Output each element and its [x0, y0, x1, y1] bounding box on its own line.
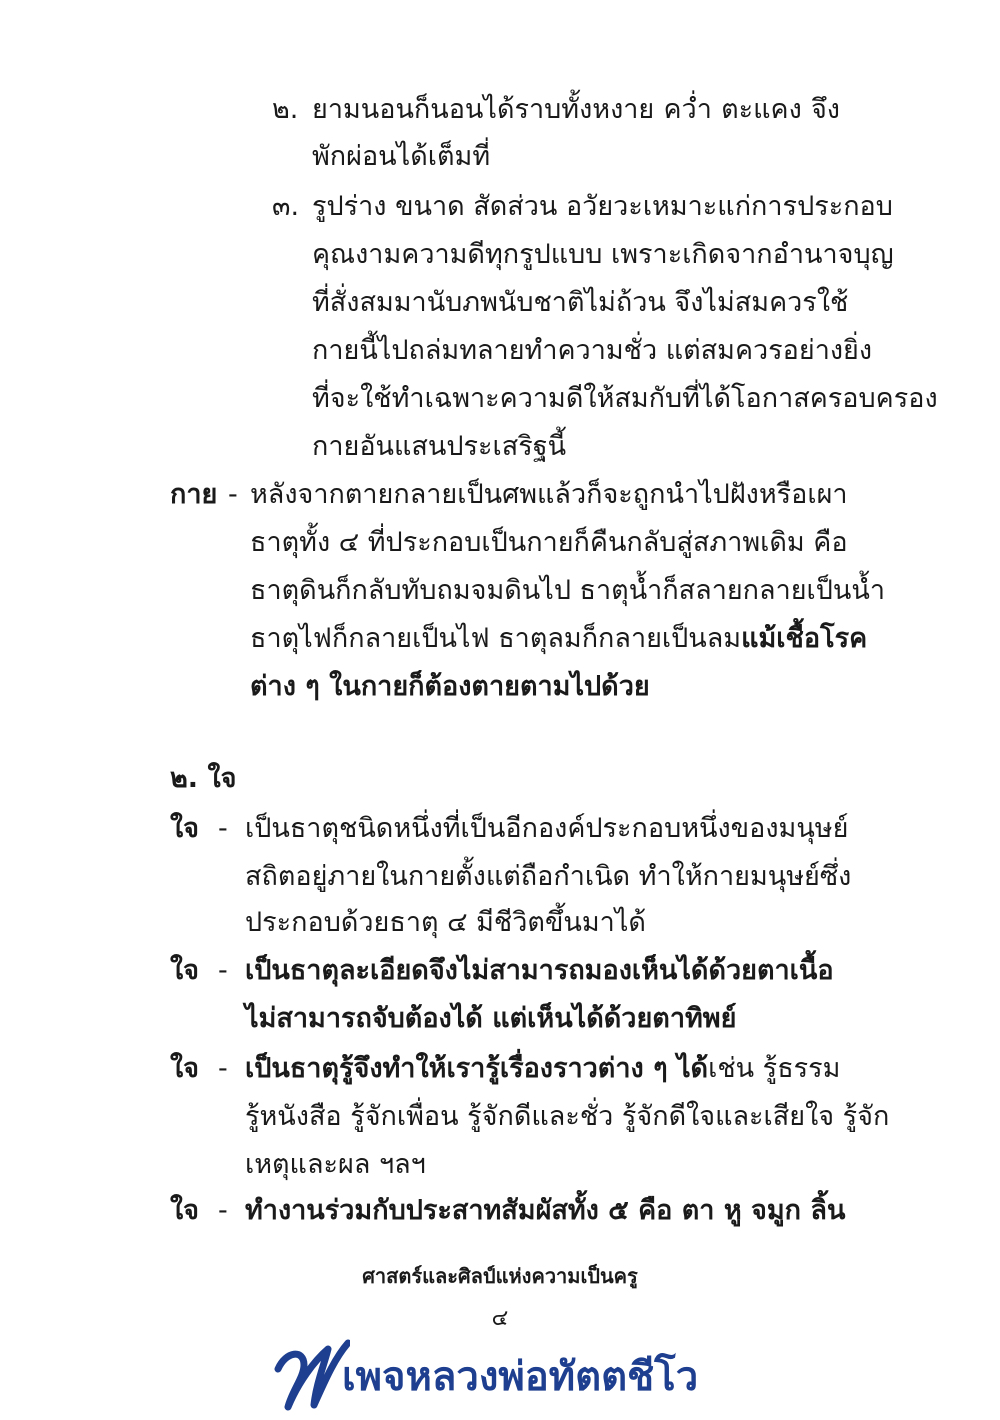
body-line: ประกอบด้วยธาตุ ๔ มีชีวิตขึ้นมาได้ [245, 907, 646, 938]
term-kai: กาย [170, 479, 218, 510]
body-line: รู้หนังสือ รู้จักเพื่อน รู้จักดีและชั่ว รู้จักดีใจและเสียใจ รู้จัก [245, 1101, 890, 1132]
brand-logo-icon [270, 1335, 350, 1415]
brand-text: เพจหลวงพ่อทัตตชีโว [342, 1354, 699, 1400]
body-line: ธาตุทั้ง ๔ ที่ประกอบเป็นกายก็คืนกลับสู่สภาพเดิม คือ [250, 527, 848, 558]
item-number: ๓. [272, 191, 300, 222]
term-jai: ใจ [170, 813, 200, 844]
emphasis-line: เป็นธาตุละเอียดจึงไม่สามารถมองเห็นได้ด้วยตาเนื้อ [245, 955, 834, 986]
term-jai: ใจ [170, 955, 200, 986]
body-line: สถิตอยู่ภายในกายตั้งแต่ถือกำเนิด ทำให้กายมนุษย์ซึ่ง [245, 861, 852, 892]
body-line: เหตุและผล ฯลฯ [245, 1149, 426, 1180]
term-dash: - [218, 813, 228, 844]
body-line: คุณงามความดีทุกรูปแบบ เพราะเกิดจากอำนาจบุญ [312, 239, 894, 270]
page-number: ๔ [491, 1306, 509, 1331]
body-line: เป็นธาตุชนิดหนึ่งที่เป็นอีกองค์ประกอบหนึ่งของมนุษย์ [245, 813, 849, 844]
body-line [245, 1046, 840, 1092]
term-jai: ใจ [170, 1195, 200, 1226]
brand-footer [270, 1335, 740, 1415]
term-jai: ใจ [170, 1053, 200, 1084]
term-dash: - [218, 1053, 228, 1084]
body-line: ที่จะใช้ทำเฉพาะความดีให้สมกับที่ได้โอกาสครอบครอง [312, 383, 938, 414]
body-line: ธาตุดินก็กลับทับถมจมดินไป ธาตุน้ำก็สลายกลายเป็นน้ำ [250, 575, 886, 606]
emphasis-line: ต่าง ๆ ในกายก็ต้องตายตามไปด้วย [250, 671, 650, 702]
body-line: หลังจากตายกลายเป็นศพแล้วก็จะถูกนำไปฝังหรือเผา [250, 479, 848, 510]
body-line: พักผ่อนได้เต็มที่ [312, 141, 491, 172]
body-line: กายอันแสนประเสริฐนี้ [312, 431, 567, 462]
body-line [250, 616, 868, 662]
term-dash: - [228, 479, 238, 510]
term-dash: - [218, 1195, 228, 1226]
item-number: ๒. [272, 94, 299, 125]
emphasis-line: ทำงานร่วมกับประสาทสัมผัสทั้ง ๕ คือ ตา หู จมูก ลิ้น [245, 1195, 846, 1226]
body-text: ธาตุไฟก็กลายเป็นไฟ ธาตุลมก็กลายเป็นลม [250, 623, 742, 654]
body-text: เช่น รู้ธรรม [708, 1053, 841, 1084]
section-heading: ๒. ใจ [170, 763, 237, 794]
footer-title: ศาสตร์และศิลป์แห่งความเป็นครู [362, 1264, 638, 1288]
body-line: ที่สั่งสมมานับภพนับชาติไม่ถ้วน จึงไม่สมควรใช้ [312, 287, 849, 318]
emphasis-text: เป็นธาตุรู้จึงทำให้เรารู้เรื่องราวต่าง ๆ ได้ [245, 1053, 709, 1084]
term-dash: - [218, 955, 228, 986]
emphasis-text: แม้เชื้อโรค [741, 623, 868, 654]
body-line: ยามนอนก็นอนได้ราบทั้งหงาย คว่ำ ตะแคง จึง [312, 94, 840, 125]
body-line: รูปร่าง ขนาด สัดส่วน อวัยวะเหมาะแก่การประกอบ [312, 191, 893, 222]
emphasis-line: ไม่สามารถจับต้องได้ แต่เห็นได้ด้วยตาทิพย์ [245, 1003, 737, 1034]
body-line: กายนี้ไปถล่มทลายทำความชั่ว แต่สมควรอย่างยิ่ง [312, 335, 873, 366]
